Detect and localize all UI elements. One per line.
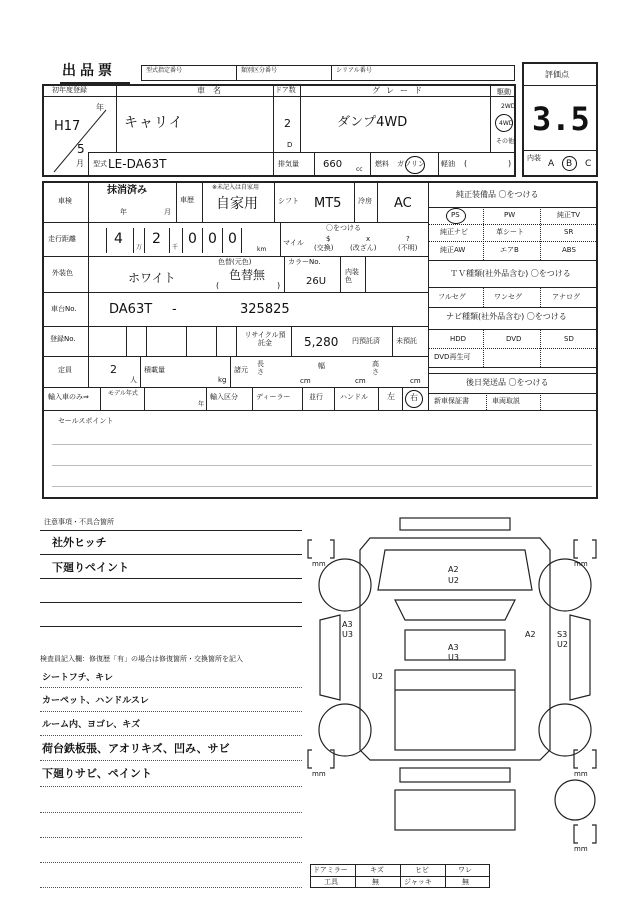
- car-damage-diagram: [300, 510, 610, 870]
- mark-1-code2: U2: [448, 576, 459, 585]
- mileage-man: 万: [136, 244, 143, 251]
- tv-fullseg[interactable]: フルセグ: [438, 293, 466, 301]
- recycle-not-deposited[interactable]: 未預託: [396, 337, 417, 345]
- chassis-prefix: DA63T: [109, 302, 153, 317]
- recycle-label: リサイクル預託金: [244, 331, 286, 348]
- mileage-label: 走行距離: [48, 235, 76, 243]
- rating-label: 評価点: [545, 70, 569, 79]
- rating-value: 3.5: [532, 100, 590, 138]
- interior-b[interactable]: B: [566, 159, 573, 169]
- load-kg: kg: [218, 376, 227, 384]
- history-note: ※未記入は自家用: [212, 184, 260, 191]
- inspection-value: 抹消済み: [107, 185, 147, 196]
- mark-2-code2: U3: [342, 630, 353, 639]
- fuel-diesel[interactable]: 軽油: [441, 160, 455, 168]
- opt-leather[interactable]: 革シート: [496, 228, 524, 236]
- page-title: 出品票: [62, 63, 116, 79]
- opt-airbag[interactable]: エアB: [500, 246, 519, 254]
- model-value: LE-DA63T: [108, 157, 167, 171]
- legend-jack: ジャッキ: [404, 878, 432, 886]
- mileage-opt1-sym: $: [326, 235, 331, 243]
- mileage-digit-1: 4: [114, 231, 123, 247]
- recycle-deposited[interactable]: 円預託済: [352, 337, 380, 345]
- inspector-item-5: 下廻りサビ、ペイント: [42, 767, 152, 780]
- notes-label: 注意事項・不具合箇所: [44, 518, 114, 526]
- mileage-digit-4: 0: [208, 231, 217, 247]
- inspector-item-1: シートフチ、キレ: [42, 673, 114, 683]
- later-title: 後日発送品 〇をつける: [466, 378, 549, 387]
- car-name: キャリイ: [124, 115, 184, 131]
- color-no: 26U: [306, 276, 327, 287]
- later-warranty[interactable]: 新車保証書: [434, 397, 469, 405]
- navi-hdd[interactable]: HDD: [450, 335, 467, 343]
- inspector-label: 検査員記入欄：修復歴「有」の場合は修復箇所・交換箇所を記入: [40, 655, 243, 663]
- ac-label: 冷房: [358, 197, 372, 205]
- options-title: 純正装備品 〇をつける: [456, 190, 539, 199]
- repaint-paren-close: ): [277, 281, 281, 290]
- opt-pw[interactable]: PW: [504, 211, 516, 219]
- interior-c[interactable]: C: [585, 159, 592, 169]
- sales-point-label: セールスポイント: [58, 417, 114, 425]
- import-year: 年: [198, 401, 205, 408]
- chassis-label: 車台No.: [51, 305, 77, 313]
- inspection-year: 年: [120, 208, 127, 216]
- capacity-label: 定員: [58, 366, 72, 374]
- model-label: 型式: [93, 160, 107, 168]
- serial-label: シリアル番号: [336, 67, 372, 74]
- repaint-label: 色替(元色): [218, 258, 252, 266]
- repaint-value: 色替無: [229, 268, 266, 282]
- dvd-playback[interactable]: DVD再生可: [434, 353, 471, 361]
- grade-label: グレード: [372, 86, 428, 95]
- mm-label-5: mm: [574, 845, 588, 853]
- displacement-cc: cc: [356, 166, 363, 173]
- displacement-label: 排気量: [278, 160, 299, 168]
- dim-length-cm: cm: [300, 377, 311, 385]
- navi-sd[interactable]: SD: [564, 335, 574, 343]
- interior-color-label: 内装色: [345, 268, 359, 285]
- mark-3-code: A3: [448, 643, 459, 652]
- shift-value: MT5: [314, 196, 342, 211]
- dim-height-label: 高さ: [372, 360, 379, 376]
- tv-title: ＴＶ種類(社外品含む) 〇をつける: [450, 269, 571, 278]
- registration-label: 登録No.: [50, 335, 76, 343]
- import-type-label: 輸入区分: [210, 393, 238, 401]
- mileage-opt1[interactable]: (交換): [314, 244, 334, 252]
- legend-crack: ヒビ: [415, 866, 429, 874]
- dim-width-label: 幅: [318, 362, 325, 370]
- doors-d: D: [287, 141, 293, 149]
- capacity-unit: 人: [130, 376, 137, 384]
- chassis-dash: -: [172, 302, 177, 317]
- interior-a[interactable]: A: [548, 159, 555, 169]
- inspector-item-3: ルーム内、ヨゴレ、キズ: [42, 720, 141, 730]
- capacity-value: 2: [110, 363, 117, 376]
- mileage-km: km: [257, 246, 267, 253]
- later-manual[interactable]: 車両取説: [492, 397, 520, 405]
- tv-analog[interactable]: アナログ: [552, 293, 580, 301]
- opt-aw[interactable]: 純正AW: [440, 246, 466, 254]
- mm-label-3: mm: [312, 770, 326, 778]
- dim-width-cm: cm: [355, 377, 366, 385]
- doors-label: ドア数: [275, 86, 296, 94]
- legend-jack-value: 無: [462, 878, 469, 886]
- ac-value: AC: [394, 196, 412, 211]
- legend-tools: 工具: [324, 878, 338, 886]
- recycle-value: 5,280: [304, 335, 339, 349]
- color-label: 外装色: [52, 269, 73, 277]
- mileage-digit-5: 0: [228, 231, 237, 247]
- legend-scratch: キズ: [370, 866, 384, 874]
- mark-1-code: A2: [448, 565, 459, 574]
- model-cert-label: 型式指定番号: [146, 67, 183, 74]
- drive-label: 駆動: [497, 88, 511, 96]
- chassis-number: 325825: [240, 302, 290, 317]
- mark-2-code: A3: [342, 620, 353, 629]
- load-label: 積載量: [144, 366, 165, 374]
- color-value: ホワイト: [128, 271, 176, 285]
- import-dealer[interactable]: ディーラー: [256, 393, 291, 401]
- mm-label-1: mm: [312, 560, 326, 568]
- grade-value: ダンプ4WD: [337, 115, 408, 130]
- opt-sr[interactable]: SR: [564, 228, 574, 236]
- interior-label: 内装: [527, 154, 541, 162]
- mileage-opt3[interactable]: (不明): [398, 244, 418, 252]
- color-no-label: カラーNo.: [288, 258, 321, 266]
- dim-length-label: 長さ: [257, 360, 264, 376]
- mark-6-code: U2: [372, 672, 383, 681]
- mileage-sen: 千: [172, 244, 179, 251]
- displacement-value: 660: [323, 159, 343, 170]
- mark-5-code: S3: [557, 630, 568, 639]
- mileage-opt2-sym: x: [366, 235, 371, 243]
- mark-4-code: A2: [525, 630, 536, 639]
- note-item-1: 社外ヒッチ: [52, 536, 107, 549]
- drive-other[interactable]: その他: [496, 138, 515, 145]
- inspection-label: 車検: [58, 197, 72, 205]
- mileage-digit-2: 2: [152, 231, 161, 247]
- fuel-paren-close: ): [508, 159, 512, 168]
- dim-height-cm: cm: [410, 377, 421, 385]
- opt-tv[interactable]: 純正TV: [557, 211, 581, 219]
- import-model-year: モデル年式: [108, 390, 138, 397]
- reg-era: H17: [54, 119, 81, 134]
- mm-label-4: mm: [574, 770, 588, 778]
- history-label: 車歴: [180, 196, 194, 204]
- opt-navi[interactable]: 純正ナビ: [440, 228, 468, 236]
- first-reg-label: 初年度登録: [52, 86, 87, 94]
- mark-5-code2: U2: [557, 640, 568, 649]
- category-label: 類別区分番号: [241, 67, 278, 74]
- navi-title: ナビ種類(社外品含む) 〇をつける: [446, 312, 567, 321]
- import-parallel[interactable]: 並行: [309, 393, 323, 401]
- dims-label: 諸元: [234, 366, 248, 374]
- navi-dvd[interactable]: DVD: [506, 335, 522, 343]
- reg-month: 5: [77, 142, 85, 156]
- reg-month-mark: 月: [76, 159, 84, 168]
- fuel-gasoline[interactable]: ガソリン: [397, 160, 425, 168]
- mark-3-code2: U3: [448, 653, 459, 662]
- legend-mirror: ドアミラー: [313, 866, 348, 874]
- fuel-paren-open: (: [464, 159, 468, 168]
- import-label: 輸入車のみ⇒: [48, 393, 89, 401]
- legend-break: ワレ: [458, 866, 472, 874]
- repaint-paren-open: (: [216, 281, 220, 290]
- tv-oneseg[interactable]: ワンセグ: [494, 293, 522, 301]
- handle-right[interactable]: 右: [410, 393, 418, 402]
- inspection-month: 月: [164, 208, 171, 216]
- fuel-label: 燃料: [375, 160, 389, 168]
- inspector-item-4: 荷台鉄板張、アオリキズ、凹み、サビ: [42, 742, 230, 755]
- note-item-2: 下廻りペイント: [52, 561, 129, 574]
- history-value: 自家用: [216, 196, 258, 212]
- drive-2wd[interactable]: 2WD: [501, 103, 516, 110]
- mileage-opt2[interactable]: (改ざん): [350, 244, 377, 252]
- opt-abs[interactable]: ABS: [562, 246, 576, 254]
- drive-4wd[interactable]: 4WD: [499, 120, 514, 127]
- shift-label: シフト: [278, 197, 299, 205]
- inspector-item-2: カーペット、ハンドルスレ: [42, 696, 149, 706]
- legend-tools-value: 無: [372, 878, 379, 886]
- mm-label-2: mm: [574, 560, 588, 568]
- opt-ps[interactable]: PS: [451, 211, 460, 219]
- mileage-opt3-sym: ?: [406, 235, 410, 243]
- mileage-circle-note: 〇をつける: [326, 224, 361, 232]
- doors-value: 2: [284, 117, 291, 130]
- handle-label: ハンドル: [340, 393, 368, 401]
- car-name-label: 車 名: [197, 86, 221, 95]
- mileage-mile[interactable]: マイル: [283, 239, 304, 247]
- handle-left[interactable]: 左: [387, 392, 395, 401]
- reg-year-mark: 年: [96, 103, 104, 112]
- mileage-digit-3: 0: [188, 231, 197, 247]
